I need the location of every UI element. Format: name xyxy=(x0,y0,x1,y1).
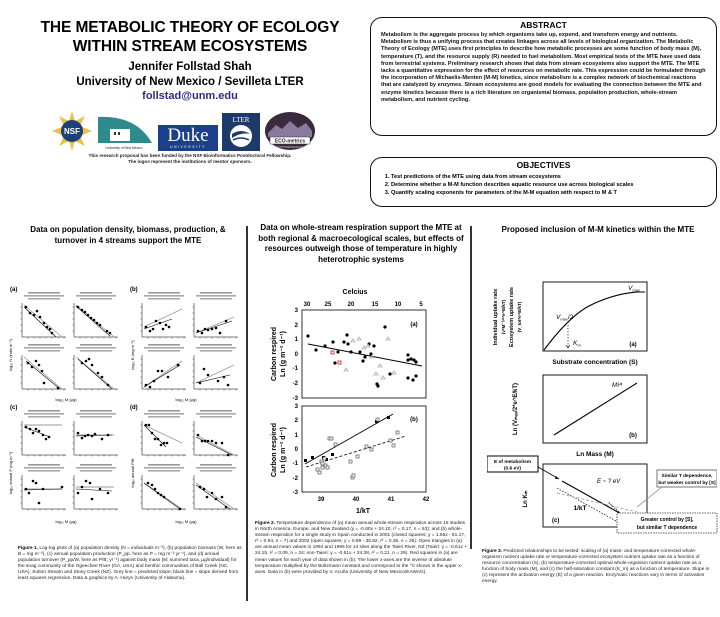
svg-text:Greater control by [S],: Greater control by [S], xyxy=(640,517,694,523)
unm-logo xyxy=(96,113,154,151)
svg-text:39: 39 xyxy=(317,497,325,503)
figure-3-plots xyxy=(487,247,717,529)
svg-text:Ln (Vₘₐₓ/2*e^E/kT): Ln (Vₘₐₓ/2*e^E/kT) xyxy=(513,382,519,436)
svg-text:15: 15 xyxy=(371,302,379,308)
svg-text:10: 10 xyxy=(394,302,402,308)
figure-2-caption: Figure 2. Temperature dependence of (a) mean annual whole-stream respiration across 15 studies in North America, Europe, and New Zealand (y = -0.60x + 24.10, r² = 0.17, n = 53); and (b) whole-stream respiration for a single study in Spain conducted in 2001 (closed squares; y = 1.55x - 61.17, r² = 0.94, n = 7) and 2002 (open squares; y = 0.89 - 35.82, r² = 0.35, n = 26). Open triangles in (a) are annual mean values in 1994 and 1995 for 14 sites along the Taieri River, NZ (Taieri: y = -0.61x + 24.15, r² = 0.09, n = 24; non-Taieri: y = -0.61x + 24.38, r² = 0.21, n = 29). Red squares in (a) are mean values for each year of data shown in (b). The lower x-axes are the inverse of absolute temperature multiplied by the Boltzmann constant and correspond to the °C shown in the upper x-axes. Data in (b) were provided by V. Acuña (University of New Mexico/EAWAG). xyxy=(255,521,467,575)
svg-text:41: 41 xyxy=(387,497,395,503)
svg-text:40: 40 xyxy=(352,497,360,503)
objectives-heading: OBJECTIVES xyxy=(516,160,571,170)
svg-text:1: 1 xyxy=(294,433,298,439)
svg-text:1: 1 xyxy=(294,337,298,343)
svg-text:log₁₀ annual P/B: log₁₀ annual P/B xyxy=(130,458,135,488)
svg-text:Similar T dependence,: Similar T dependence, xyxy=(661,474,713,479)
figure-2 xyxy=(258,284,483,519)
svg-text:log₁₀ M (µg): log₁₀ M (µg) xyxy=(175,519,197,524)
section-title-mm-kinetics: Proposed inclusion of M-M kinetics within the MTE xyxy=(501,225,695,234)
svg-text:-2: -2 xyxy=(292,381,298,387)
svg-text:University of New Mexico: University of New Mexico xyxy=(105,146,143,150)
svg-text:log₁₀ N (indiv m⁻²): log₁₀ N (indiv m⁻²) xyxy=(8,338,13,372)
svg-text:(c): (c) xyxy=(10,405,18,411)
objective-item: 2. Determine whether a M-M function describes aquatic resource use across biological scales xyxy=(391,181,706,189)
svg-text:Ln (g m⁻² d⁻¹): Ln (g m⁻² d⁻¹) xyxy=(280,331,287,377)
poster-title-line2: WITHIN STREAM ECOSYSTEMS xyxy=(72,38,308,55)
abstract-heading: ABSTRACT xyxy=(520,20,567,30)
svg-text:log₁₀ B (mg m⁻²): log₁₀ B (mg m⁻²) xyxy=(130,340,135,370)
svg-text:(c): (c) xyxy=(552,518,560,524)
svg-text:-1: -1 xyxy=(292,366,298,372)
author-email-link[interactable]: follstad@unm.edu xyxy=(142,90,238,102)
svg-text:log₁₀ M (µg): log₁₀ M (µg) xyxy=(175,397,197,402)
svg-text:(V_tot*e^E/kT): (V_tot*e^E/kT) xyxy=(517,301,522,333)
sponsor-logos xyxy=(52,107,327,151)
svg-text:Ln (g m⁻² d⁻¹): Ln (g m⁻² d⁻¹) xyxy=(280,427,287,473)
svg-text:M³⁄⁴: M³⁄⁴ xyxy=(612,383,623,389)
svg-text:-3: -3 xyxy=(292,396,298,402)
svg-text:2: 2 xyxy=(294,418,298,424)
svg-text:42: 42 xyxy=(422,497,430,503)
svg-text:(a): (a) xyxy=(10,287,18,293)
svg-text:30: 30 xyxy=(303,302,311,308)
ecometrics-logo xyxy=(264,111,316,151)
svg-text:3: 3 xyxy=(294,308,298,314)
svg-text:(b): (b) xyxy=(130,287,138,293)
poster-title-line1: THE METABOLIC THEORY OF ECOLOGY xyxy=(40,19,340,36)
figure-1-plots xyxy=(8,283,242,540)
objectives-list xyxy=(381,173,706,197)
svg-text:log₁₀ annual P (mg m⁻²): log₁₀ annual P (mg m⁻²) xyxy=(8,451,13,495)
svg-text:20: 20 xyxy=(347,302,355,308)
svg-text:Substrate concentration (S): Substrate concentration (S) xyxy=(552,359,638,366)
section-title-respiration: Data on whole-stream respiration support the MTE at both regional & macroecological scales, but effects of resources outweigh those of temperature in highly heterotrophic systems xyxy=(258,223,464,264)
abstract-box xyxy=(370,17,717,136)
svg-text:-1: -1 xyxy=(292,461,298,467)
objective-item: 1. Test predictions of the MTE using data from stream ecosystems xyxy=(391,173,706,181)
svg-text:(v*M⁻³⁄⁴*e^E/kT): (v*M⁻³⁄⁴*e^E/kT) xyxy=(501,299,506,335)
figure-3 xyxy=(487,247,717,529)
svg-text:(a): (a) xyxy=(629,342,637,348)
svg-text:-3: -3 xyxy=(292,490,298,496)
section-title-population: Data on population density, biomass, production, & turnover in 4 streams support the MTE xyxy=(30,225,226,245)
svg-text:1/kT: 1/kT xyxy=(355,508,371,515)
affiliation: University of New Mexico / Sevilleta LTER xyxy=(76,76,304,88)
svg-text:log₁₀ M (µg): log₁₀ M (µg) xyxy=(55,519,77,524)
svg-text:(d): (d) xyxy=(130,405,138,411)
svg-text:Individual uptake rate: Individual uptake rate xyxy=(493,288,499,346)
nsf-logo xyxy=(52,111,92,151)
figure-1 xyxy=(8,283,242,540)
svg-text:0: 0 xyxy=(294,352,298,358)
column-divider-left xyxy=(246,226,248,601)
svg-text:25: 25 xyxy=(324,302,332,308)
svg-text:ECO-metrics: ECO-metrics xyxy=(274,138,306,145)
objective-item: 3. Quantify scaling exponents for parameters of the M-M equation with respect to M & T xyxy=(391,189,706,197)
svg-text:E ~ ? eV: E ~ ? eV xyxy=(597,479,621,485)
svg-text:Vmax/2: $V_{max}/2$ xyxy=(556,314,574,322)
svg-text:Ln Mass (M): Ln Mass (M) xyxy=(576,451,614,458)
svg-text:2: 2 xyxy=(294,323,298,329)
objectives-box xyxy=(370,157,717,207)
author-name: Jennifer Follstad Shah xyxy=(128,61,252,73)
duke-logo: Duke UNIVERSITY xyxy=(158,125,218,151)
svg-text:(a): (a) xyxy=(410,322,418,328)
svg-text:log₁₀ M (µg): log₁₀ M (µg) xyxy=(55,397,77,402)
abstract-text: Metabolism is the aggregate process by which organisms take up, expend, and transform energy and nutrients. Metabolism is thus a unifying process that creates linkages across all levels of biological organization. The Metabolic Theory of Ecology (MTE) uses first principles to describe how metabolic processes are some function of body mass (M), temperature (T), and the resource supply (R) needed to fuel metabolism. Most empirical tests of the MTE have used data from terrestrial systems. Preliminary research shows that data from stream ecosystems also support the MTE. The MTE lacks a quantitative expression for the effect of resources on metabolic rate. This expression could be formulated through the incorporation of Michaelis-Menten (M-M) kinetics, since metabolism is a complex network of biochemical reactions that are catalyzed by enzymes. Stream ecosystems are good models for evaluating the connection between the MTE and enzyme kinetics because there is a rich literature on organismal biomass, population production, whole-stream metabolism, and nutrient cycling. xyxy=(381,32,706,103)
svg-text:(b): (b) xyxy=(629,433,637,439)
svg-text:E of metabolism: E of metabolism xyxy=(493,460,532,465)
svg-text:but similar T dependence: but similar T dependence xyxy=(636,525,698,531)
poster-header xyxy=(30,18,350,103)
figure-3-caption: Figure 3. Predicted relationships to be tested: scaling of (a) mass- and temperature-corrected whole-organism nutrient uptake rate or temperature-corrected ecosystem nutrient uptake rate as a function of resource concentration (S), (b) temperature-corrected optimal whole-organism nutrient uptake rate as a function of body mass (M), and (c) the half-saturation constant (K_m) as a function of temperature. Slope in (c) represent the activation energy (E) of a given reaction. Enzymatic reactions vary in terms of activation energy. xyxy=(482,549,710,585)
svg-text:-2: -2 xyxy=(292,476,298,482)
svg-text:Carbon respired: Carbon respired xyxy=(271,422,278,478)
svg-text:0: 0 xyxy=(294,447,298,453)
svg-text:Km: $K_m$ xyxy=(573,340,581,348)
svg-text:Carbon respired: Carbon respired xyxy=(271,326,278,382)
svg-text:5: 5 xyxy=(419,302,423,308)
svg-text:3: 3 xyxy=(294,404,298,410)
svg-text:Vmax: $V_{max}$ xyxy=(628,285,640,293)
svg-text:(0.6 eV): (0.6 eV) xyxy=(503,466,522,472)
svg-text:(b): (b) xyxy=(410,417,418,423)
svg-text:but weaker control by [S]: but weaker control by [S] xyxy=(658,481,716,486)
svg-text:Ecosystem uptake rate: Ecosystem uptake rate xyxy=(509,287,515,347)
figure-1-caption: Figure 1. Log-log plots of (a) population density (N = individuals m⁻²), (b) population biomass (W, here as B = mg m⁻²), (c) annual population production (P_pp, here as P = mg m⁻² yr⁻¹), and (d) annual population turnover (P_pp/W, here as P/B; yr⁻¹) against body mass (M; summed taxa, µg/individual) for the snag community of the Ogeechee River (GA, USA) and benthic communities of Ball Creek (NC, USA), Sutton Stream and Stony Creek (NZ). Grey line = predicted slope; black line = slope derived from least squares regression. Data & graphics by A. Huryn (University of Alabama). xyxy=(18,546,242,582)
funding-note: This research proposal has been funded by the NSF Bioinformatics Postdoctoral Fellowship. The logos represent the institutions of mentor sponsors. xyxy=(88,153,292,164)
svg-text:NSF: NSF xyxy=(64,127,80,136)
lter-logo: LTER xyxy=(222,113,260,151)
figure-3c-xlabel: 1/kT xyxy=(573,505,587,512)
figure-2-plots xyxy=(258,284,483,519)
svg-text:Ln Kₘ: Ln Kₘ xyxy=(523,490,529,508)
svg-text:ECOSYSTEM ECOLOGY: ECOSYSTEM ECOLOGY xyxy=(275,146,305,149)
svg-text:Celcius: Celcius xyxy=(342,289,368,296)
